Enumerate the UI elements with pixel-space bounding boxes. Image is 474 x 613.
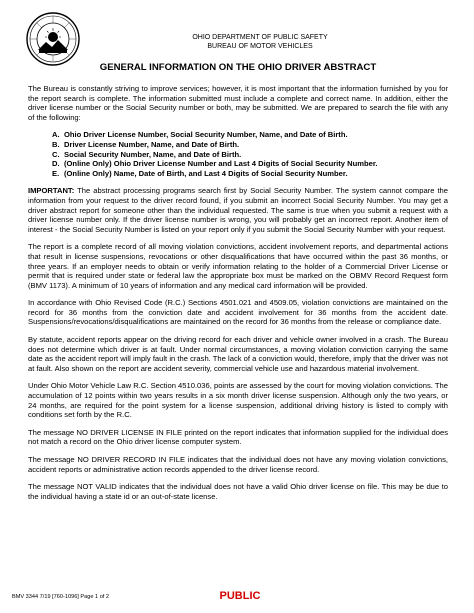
option-letter: B. [52, 139, 60, 149]
option-text: Driver License Number, Name, and Date of Birth. [64, 139, 240, 149]
search-option-c [52, 149, 448, 160]
public-classification-label: PUBLIC [219, 590, 261, 602]
intro-paragraph: The Bureau is constantly striving to improve services; however, it is most important that the information furnished by you for the report search is complete. The information submitted must include a complete and correct name. In addition, either the driver license number or the Social Security number or both, may be submitted. We are prepared to search the file with any of the following: [28, 84, 448, 122]
no-record-message-paragraph: The message NO DRIVER RECORD IN FILE indicates that the individual does not have any moving violation convictions, accident reports or administrative action records appended to the driver license record. [28, 455, 448, 474]
report-contents-paragraph: The report is a complete record of all moving violation convictions, accident involvement reports, and departmental actions that result in license suspensions, revocations or other disqualifications that have occurred within the past 36 months, or three years. If an employer needs to obtain or verify information relating to the holder of a Commercial Driver License or permit that is required under state or federal law the appropriate box must be marked on the OBMV Record Request form (BMV 1173). A minimum of 10 years of information and any medical card information will be provided. [28, 242, 448, 290]
document-body [28, 84, 448, 509]
no-license-message-paragraph: The message NO DRIVER LICENSE IN FILE printed on the report indicates that information supplied for the individual does not match a record on the Ohio driver license computer system. [28, 427, 448, 447]
retention-paragraph: In accordance with Ohio Revised Code (R.C.) Sections 4501.021 and 4509.05, violation convictions are maintained on the record for 36 months from the conviction date and accident involvement for 36 months from the accident date. Suspensions/revocations/disqualifications are maintained on the record for 36 months from the release or compliance date. [28, 298, 448, 327]
option-letter: A. [52, 130, 60, 140]
option-letter: C. [52, 149, 60, 159]
bureau-name: BUREAU OF MOTOR VEHICLES [207, 43, 313, 50]
search-options-list [28, 130, 448, 178]
important-paragraph [28, 186, 448, 234]
option-text: Social Security Number, Name, and Date of Birth. [64, 149, 242, 159]
document-title: GENERAL INFORMATION ON THE OHIO DRIVER ABSTRACT [99, 62, 377, 73]
agency-header [150, 33, 370, 51]
option-text: Ohio Driver License Number, Social Security Number, Name, and Date of Birth. [64, 130, 348, 140]
important-text: The abstract processing programs search first by Social Security Number. The system cannot compare the information from your request to the driver record found, if you submit an incorrect Social Security Number. You may get a driver abstract report for someone other than the individual requested. The same is true when you submit a request with a driver license number only. If the driver license number is wrong, you will probably get an incorrect report. Another item of interest - the Social Security Number is listed on your report only if you submit the Social Security Number with your request. [28, 186, 448, 234]
search-option-a [52, 130, 448, 140]
form-identifier: BMV 3344 7/19 [760-1096] Page 1 of 2 [12, 594, 110, 600]
search-option-e [52, 168, 448, 179]
points-paragraph: Under Ohio Motor Vehicle Law R.C. Section 4510.036, points are assessed by the court for moving violation convictions. The accumulation of 12 points within two years results in a six month driver license suspension. Although only the two years, or 24 months, are required for the point system for a license suspension, additional driving history is listed to comply with conditions set forth by the R.C. [28, 381, 448, 420]
option-letter: D. [52, 159, 60, 169]
not-valid-message-paragraph: The message NOT VALID indicates that the individual does not have a valid Ohio driver license on file. This may be due to the individual having a state id or an out-of-state license. [28, 482, 448, 501]
important-label: IMPORTANT: [28, 186, 75, 196]
ohio-state-seal-logo [26, 12, 80, 66]
option-letter: E. [52, 168, 60, 178]
search-option-d [52, 159, 448, 169]
option-text: (Online Only) Name, Date of Birth, and Last 4 Digits of Social Security Number. [64, 168, 348, 178]
option-text: (Online Only) Ohio Driver License Number and Last 4 Digits of Social Security Number. [64, 159, 378, 169]
agency-name: OHIO DEPARTMENT OF PUBLIC SAFETY [192, 34, 328, 41]
accident-reports-paragraph: By statute, accident reports appear on the driving record for each driver and vehicle owner involved in a crash. The Bureau does not determine which driver is at fault. Under normal circumstances, a moving violation conviction carrying the same date as the accident report will imply fault in the crash. The lack of a conviction would, therefore, imply that the driver was not at fault. Also shown on the report are accident severity, commercial vehicle use and hazardous material involvement. [28, 335, 448, 373]
search-option-b [52, 139, 448, 150]
